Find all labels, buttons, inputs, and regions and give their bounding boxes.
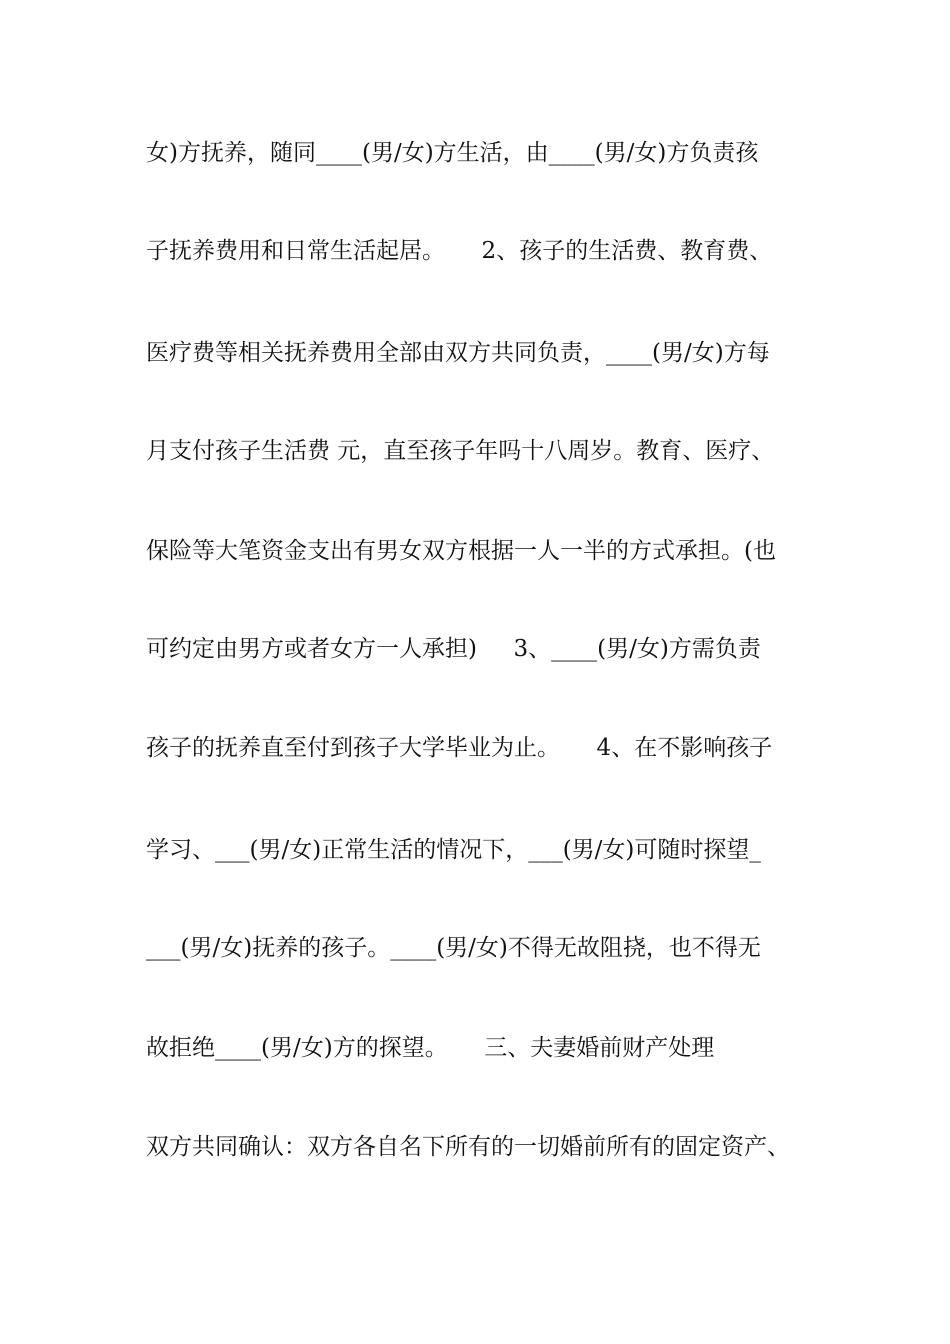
text-line-3: 医疗费等相关抚养费用全部由双方共同负责，____(男/女)方每 <box>146 340 770 366</box>
text-line-8: 学习、___(男/女)正常生活的情况下，___(男/女)可随时探望_ <box>146 837 761 863</box>
text-line-4: 月支付孩子生活费 元，直至孩子年吗十八周岁。教育、医疗、 <box>146 438 775 464</box>
text-line-11: 双方共同确认：双方各自名下所有的一切婚前所有的固定资产、 <box>146 1134 790 1160</box>
text-line-5: 保险等大笔资金支出有男女双方根据一人一半的方式承担。(也 <box>146 538 776 564</box>
text-line-7: 孩子的抚养直至付到孩子大学毕业为止。 4、在不影响孩子 <box>146 735 773 761</box>
text-line-9: ___(男/女)抚养的孩子。____(男/女)不得无故阻挠，也不得无 <box>146 935 761 961</box>
text-line-10: 故拒绝____(男/女)方的探望。 三、夫妻婚前财产处理 <box>146 1035 715 1061</box>
text-line-6: 可约定由男方或者女方一人承担) 3、____(男/女)方需负责 <box>146 636 761 662</box>
text-line-2: 子抚养费用和日常生活起居。 2、孩子的生活费、教育费、 <box>146 238 773 264</box>
text-line-1: 女)方抚养，随同____(男/女)方生活，由____(男/女)方负责孩 <box>146 140 759 166</box>
